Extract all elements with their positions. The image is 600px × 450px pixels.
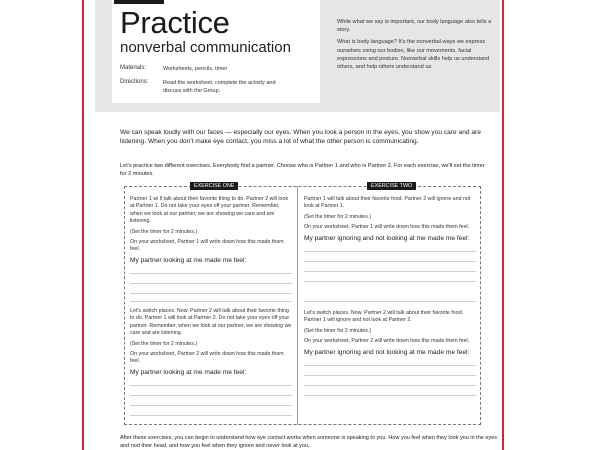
page-border-left [82, 0, 84, 450]
answer-line[interactable] [304, 261, 476, 262]
answer-line[interactable] [130, 385, 292, 386]
instructions-paragraph: Let's practice two different exercises. Everybody find a partner. Choose who is Partner 1 and who is Partner 2. For each exercise, we'll set the timer for 2 minutes. [120, 163, 485, 177]
answer-line[interactable] [304, 251, 476, 252]
exercise-one-tag: EXERCISE ONE [190, 182, 238, 190]
exercise-two-tag: EXERCISE TWO [367, 182, 416, 190]
worksheet-note: On your worksheet, Partner 2 will write down how this made them feel. [130, 351, 284, 365]
page-border-right [502, 0, 504, 450]
intro-text [337, 18, 497, 75]
exercise-two-part-one [304, 196, 476, 291]
directions-value: Read the worksheet, complete the activity and discuss with the Group. [163, 80, 276, 94]
exercise-one-part-two [130, 308, 292, 425]
timer-note: (Set the timer for 2 minutes.) [130, 340, 198, 347]
exercise-divider [297, 186, 298, 425]
worksheet-note: On your worksheet, Partner 1 will write down how this made them feel. [130, 239, 284, 253]
page-title: Practice [120, 5, 230, 40]
exercise-instructions: Let's switch places. Now, Partner 2 will talk about their favorite food. Partner 1 will ignore and not look at Partner 2. [304, 310, 464, 324]
answer-line[interactable] [304, 385, 476, 386]
exercise-instructions: Let's switch places. Now, Partner 2 will talk about their favorite thing to do. Partner 1 will look at Partner 2. Do not take your eyes off your partner. Remember, when we look at our partner, we are showing we care and are listening. [130, 308, 292, 337]
feeling-prompt: My partner ignoring and not looking at me made me feel: [304, 234, 470, 242]
feeling-prompt: My partner ignoring and not looking at me made me feel: [304, 348, 470, 356]
exercise-one-part-one [130, 196, 292, 303]
title-tab-decoration [114, 0, 164, 4]
materials-value: Worksheets, pencils, timer [163, 66, 228, 72]
answer-line[interactable] [130, 273, 292, 274]
section-separator [304, 301, 476, 302]
worksheet-note: On your worksheet, Partner 1 will write down how this made them feel. [304, 224, 470, 231]
exercise-instructions: Partner 1 wi ll talk about their favorite thing to do. Partner 2 will look at Partner 1. Do not take your eyes off your partner. Remember, when we look at our partner, we are showing we care and are listening. [130, 196, 289, 225]
exercise-instructions: Partner 1 will talk about their favorite food. Partner 2 will ignore and not look at Partner 1. [304, 196, 471, 210]
timer-note: (Set the timer for 2 minutes.) [130, 228, 198, 235]
answer-line[interactable] [130, 395, 292, 396]
timer-note: (Set the timer for 2 minutes.) [304, 213, 372, 220]
answer-line[interactable] [304, 281, 476, 282]
intro-paragraph: While what we say is important, our body language also tells a story. [337, 19, 492, 34]
answer-line[interactable] [304, 375, 476, 376]
answer-line[interactable] [130, 293, 292, 294]
answer-line[interactable] [304, 395, 476, 396]
directions-label: Directions: [120, 79, 149, 85]
feeling-prompt: My partner looking at me made me feel: [130, 256, 247, 264]
page-subtitle: nonverbal communication [120, 39, 291, 56]
footer-paragraph: After these exercises, you can begin to understand how eye contact works when someone is speaking to you. How you feel when they look you in the eyes and nod their head, and how you feel when they ignore and never look at you. [120, 435, 497, 449]
feeling-prompt: My partner looking at me made me feel: [130, 368, 247, 376]
worksheet-note: On your worksheet, Partner 2 will write down how this made them feel. [304, 338, 470, 345]
answer-line[interactable] [304, 271, 476, 272]
answer-line[interactable] [130, 415, 292, 416]
intro-paragraph: What is body language? It's the nonverbal ways we express ourselves using our bodies, like our movements, facial expressions and posture. Nonverbal skills help us understand others, and help others understand us. [337, 39, 490, 71]
lead-paragraph: We can speak loudly with our faces — especially our eyes. When you look a person in the eyes, you show you care and are listening. When you don't make eye contact, you miss a lot of what the other person is communicating. [120, 129, 481, 146]
section-separator [130, 301, 292, 302]
exercise-two-part-two [304, 310, 476, 405]
answer-line[interactable] [304, 365, 476, 366]
materials-label: Materials: [120, 65, 147, 71]
timer-note: (Set the timer for 2 minutes.) [304, 327, 372, 334]
answer-line[interactable] [130, 405, 292, 406]
answer-line[interactable] [130, 283, 292, 284]
